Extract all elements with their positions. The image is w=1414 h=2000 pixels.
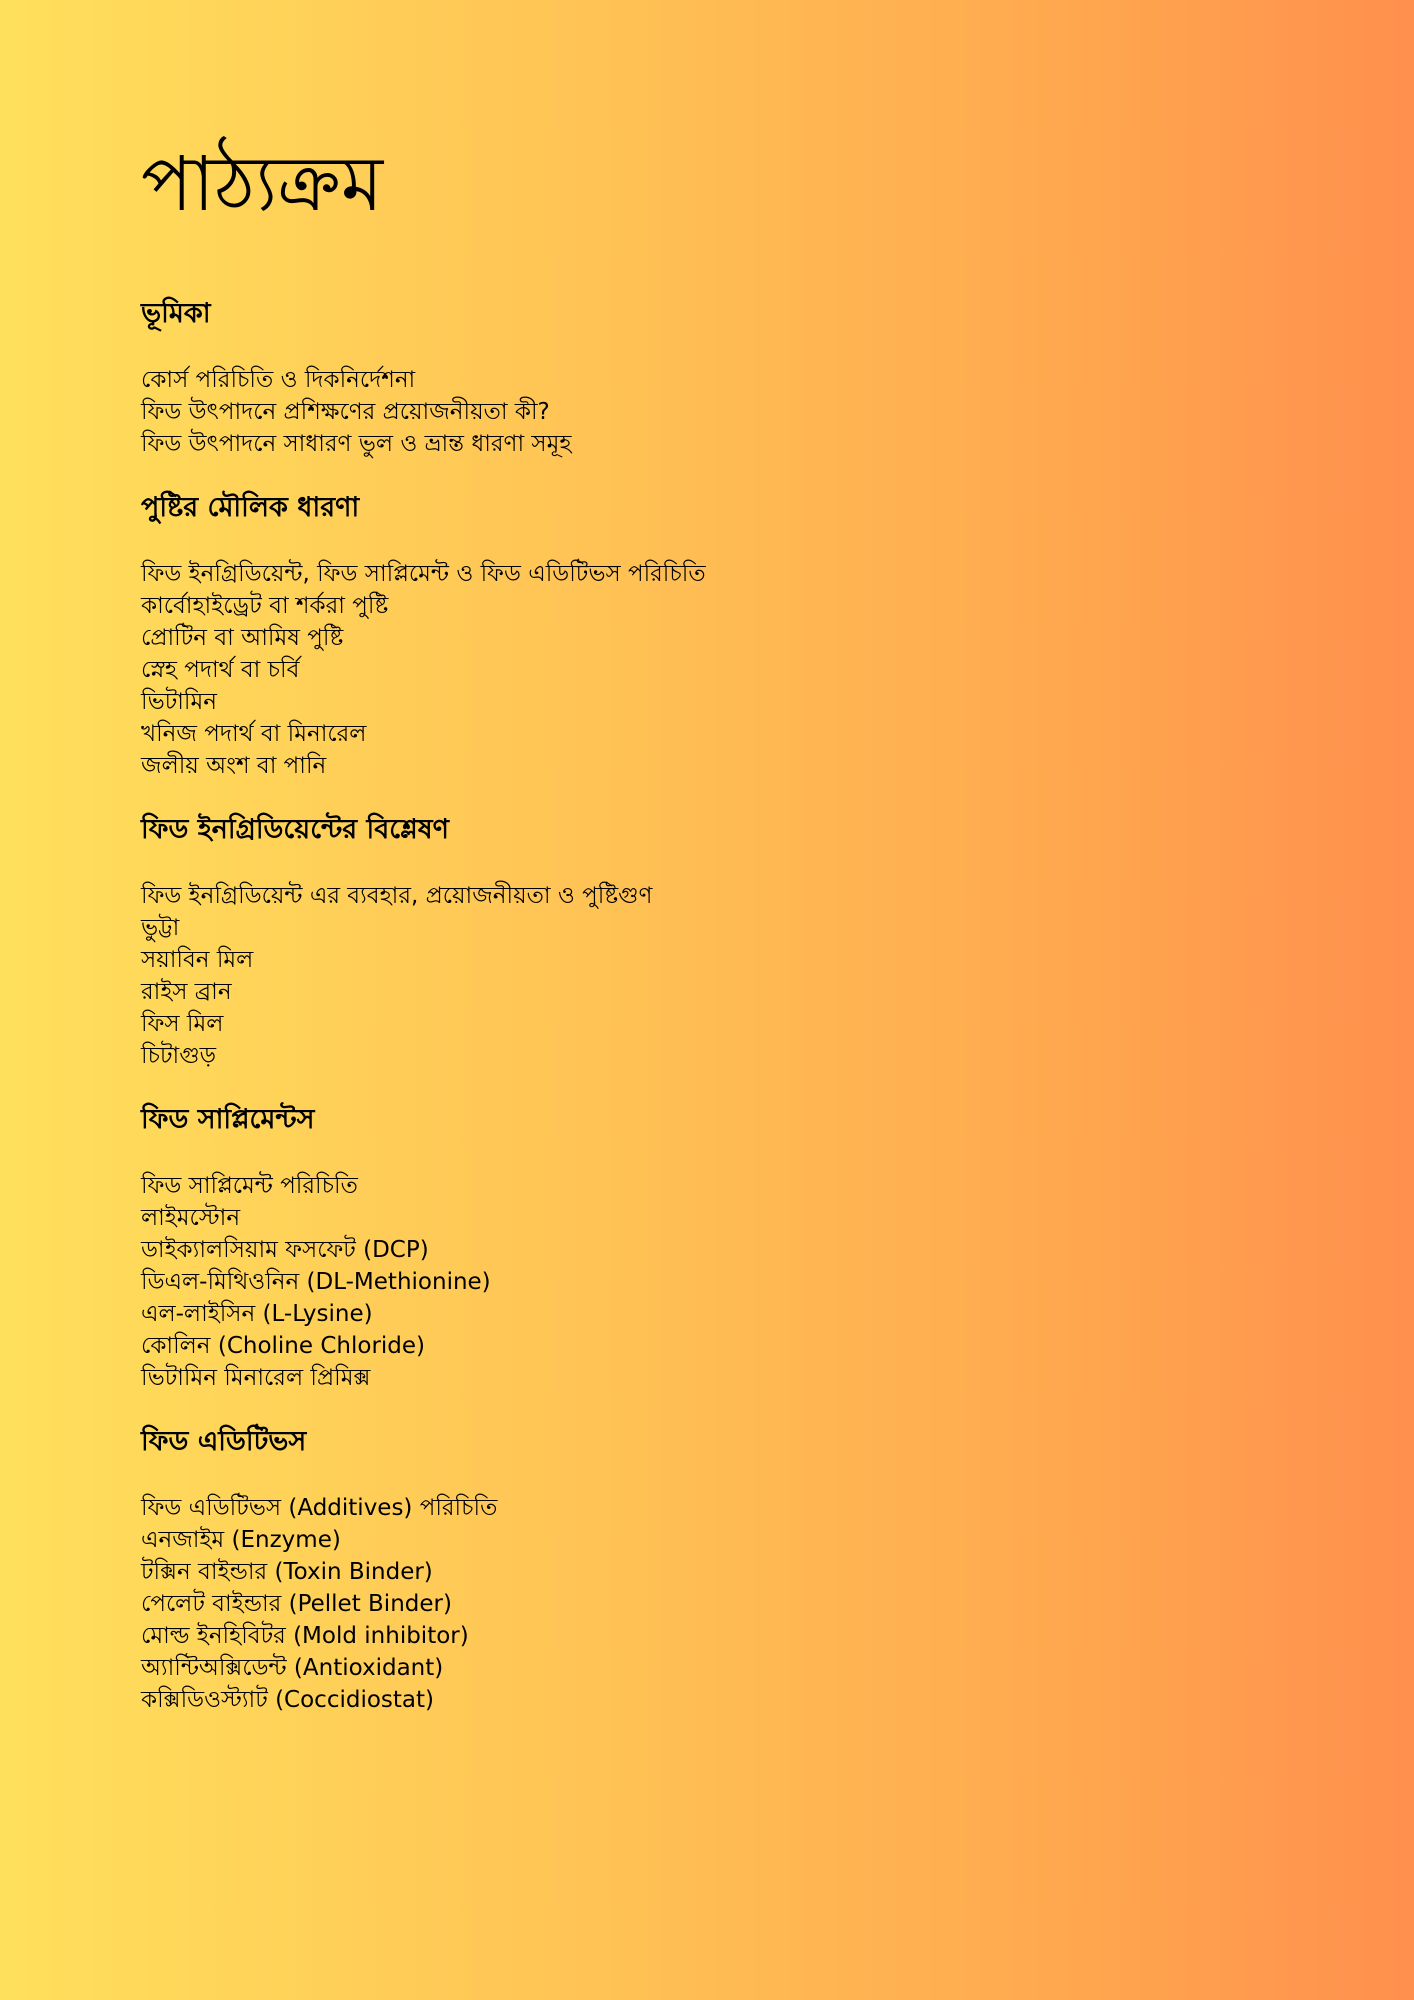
section-heading: ভূমিকা bbox=[141, 298, 211, 329]
section-introduction bbox=[141, 294, 706, 460]
topic-item: কোলিন (Choline Chloride) bbox=[141, 1333, 426, 1359]
topic-item: ফিড উৎপাদনে সাধারণ ভুল ও ভ্রান্ত ধারণা সমূহ bbox=[141, 431, 572, 457]
topic-list bbox=[141, 364, 706, 460]
topic-item: প্রোটিন বা আমিষ পুষ্টি bbox=[141, 625, 344, 651]
topic-item: ভিটামিন মিনারেল প্রিমিক্স bbox=[141, 1365, 371, 1391]
syllabus-sections bbox=[141, 294, 706, 1744]
topic-item: স্নেহ পদার্থ বা চর্বি bbox=[141, 657, 300, 683]
section-feed-supplements bbox=[141, 1100, 706, 1394]
section-heading: ফিড এডিটিভস bbox=[141, 1426, 307, 1457]
topic-item: ফিড উৎপাদনে প্রশিক্ষণের প্রয়োজনীয়তা কী? bbox=[141, 399, 550, 425]
topic-item: টক্সিন বাইন্ডার (Toxin Binder) bbox=[141, 1559, 433, 1585]
topic-item: ডাইক্যালসিয়াম ফসফেট (DCP) bbox=[141, 1237, 429, 1263]
topic-item: রাইস ব্রান bbox=[141, 979, 232, 1005]
topic-list bbox=[141, 1492, 706, 1716]
topic-item: এনজাইম (Enzyme) bbox=[141, 1527, 341, 1553]
page-title: পাঠ্যক্রম bbox=[141, 139, 384, 228]
topic-item: খনিজ পদার্থ বা মিনারেল bbox=[141, 721, 367, 747]
topic-item: কক্সিডিওস্ট্যাট (Coccidiostat) bbox=[141, 1687, 434, 1713]
topic-item: ফিড ইনগ্রিডিয়েন্ট, ফিড সাপ্লিমেন্ট ও ফিড এডিটিভস পরিচিতি bbox=[141, 561, 706, 587]
section-ingredient-analysis bbox=[141, 810, 706, 1072]
topic-item: লাইমস্টোন bbox=[141, 1205, 241, 1231]
topic-item: ডিএল-মিথিওনিন (DL-Methionine) bbox=[141, 1269, 491, 1295]
topic-item: ফিস মিল bbox=[141, 1011, 224, 1037]
section-heading: ফিড ইনগ্রিডিয়েন্টের বিশ্লেষণ bbox=[141, 814, 449, 845]
section-heading: পুষ্টির মৌলিক ধারণা bbox=[141, 492, 360, 523]
topic-item: ভুট্টা bbox=[141, 915, 180, 941]
topic-list bbox=[141, 880, 706, 1072]
section-nutrition-basics bbox=[141, 488, 706, 782]
topic-item: কার্বোহাইড্রেট বা শর্করা পুষ্টি bbox=[141, 593, 389, 619]
topic-list bbox=[141, 1170, 706, 1394]
topic-item: ভিটামিন bbox=[141, 689, 217, 715]
topic-item: মোল্ড ইনহিবিটর (Mold inhibitor) bbox=[141, 1623, 469, 1649]
topic-item: জলীয় অংশ বা পানি bbox=[141, 753, 327, 779]
topic-item: এল-লাইসিন (L-Lysine) bbox=[141, 1301, 373, 1327]
topic-item: ফিড সাপ্লিমেন্ট পরিচিতি bbox=[141, 1173, 358, 1199]
topic-item: অ্যান্টিঅক্সিডেন্ট (Antioxidant) bbox=[141, 1655, 444, 1681]
topic-item: চিটাগুড় bbox=[141, 1043, 217, 1069]
topic-item: ফিড এডিটিভস (Additives) পরিচিতি bbox=[141, 1495, 498, 1521]
section-heading: ফিড সাপ্লিমেন্টস bbox=[141, 1104, 315, 1135]
topic-item: পেলেট বাইন্ডার (Pellet Binder) bbox=[141, 1591, 452, 1617]
topic-list bbox=[141, 558, 706, 782]
topic-item: সয়াবিন মিল bbox=[141, 947, 254, 973]
section-feed-additives bbox=[141, 1422, 706, 1716]
topic-item: ফিড ইনগ্রিডিয়েন্ট এর ব্যবহার, প্রয়োজনীয়তা ও পুষ্টিগুণ bbox=[141, 883, 653, 909]
topic-item: কোর্স পরিচিতি ও দিকনির্দেশনা bbox=[141, 367, 416, 393]
